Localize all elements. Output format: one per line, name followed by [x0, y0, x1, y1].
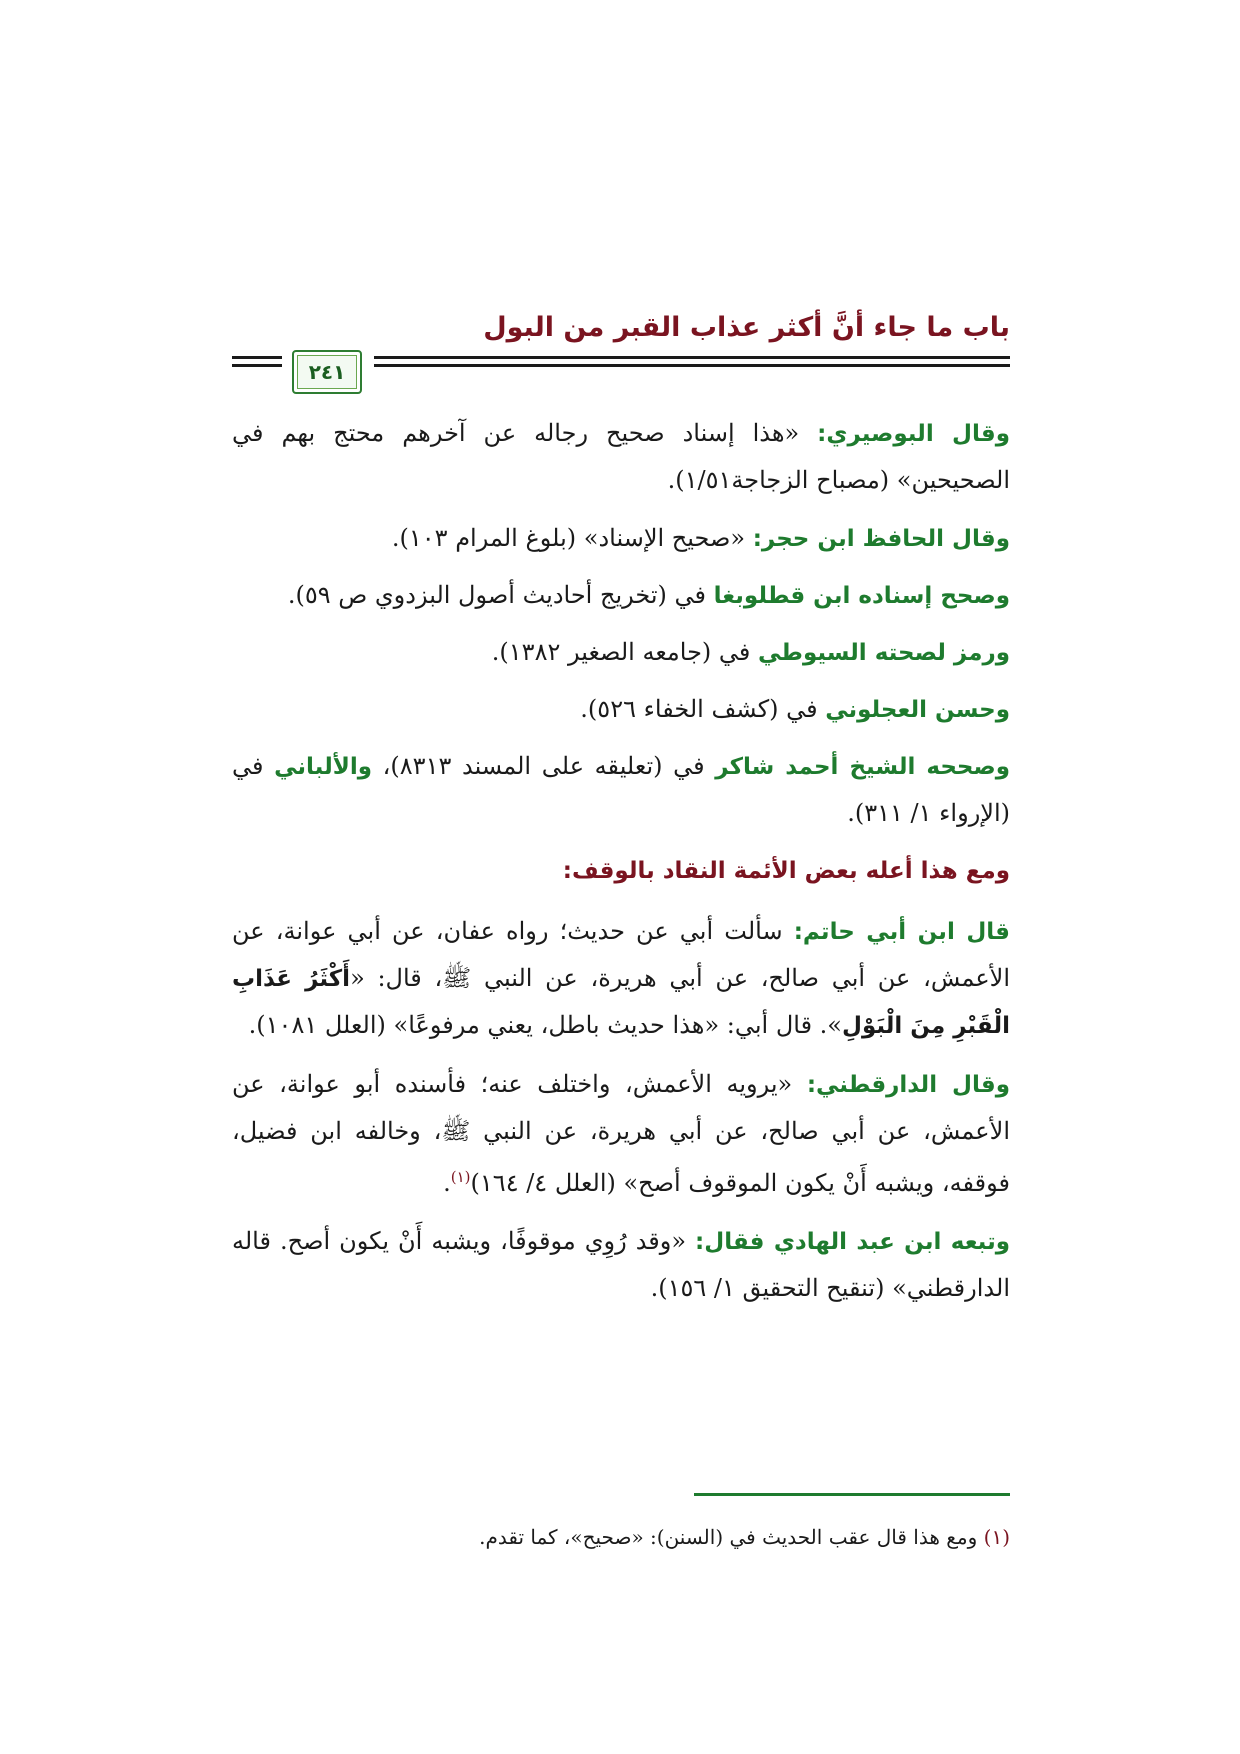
scholar-name: وقال الحافظ ابن حجر: — [752, 526, 1010, 552]
paragraph-ajluni — [232, 686, 1010, 733]
header-rule-right-2 — [374, 364, 1010, 367]
paragraph-text-end: . — [443, 1169, 451, 1197]
scholar-name: وصححه الشيخ أحمد شاكر — [715, 754, 1010, 780]
scholar-name: والألباني — [274, 754, 373, 780]
paragraph-text: «وقد رُوِي موقوفًا، ويشبه أَنْ يكون أصح. قاله الدارقطني» (تنقيح التحقيق ١/ ١٥٦). — [232, 1227, 1010, 1302]
scholar-name: وصحح إسناده ابن قطلوبغا — [713, 583, 1010, 609]
paragraph-text: «صحيح الإسناد» (بلوغ المرام ١٠٣). — [391, 524, 753, 552]
paragraph-text: في (كشف الخفاء ٥٢٦). — [580, 695, 826, 723]
paragraph-text: سألت أبي عن حديث؛ رواه عفان، عن أبي عوانة، عن الأعمش، عن أبي صالح، عن أبي هريرة، عن النبي ﷺ، قال: « — [232, 917, 1010, 992]
paragraph-busiri — [232, 410, 1010, 503]
paragraph-ibn-abd-alhadi — [232, 1218, 1010, 1311]
footnote-reference[interactable]: (١) — [450, 1168, 471, 1186]
footnote-number: (١) — [983, 1525, 1010, 1549]
main-text — [232, 410, 1010, 1323]
header-rule-right — [374, 356, 1010, 359]
paragraph-ibn-abi-hatim — [232, 908, 1010, 1049]
scholar-name: وقال البوصيري: — [817, 421, 1011, 447]
paragraph-suyuti — [232, 629, 1010, 676]
paragraph-text: ». قال أبي: «هذا حديث باطل، يعني مرفوعًا» (العلل ١٠٨١). — [248, 1011, 842, 1039]
paragraph-text: «هذا إسناد صحيح رجاله عن آخرهم محتج بهم في الصحيحين» (مصباح الزجاجة١/٥١). — [232, 419, 1010, 494]
paragraph-shakir-albani — [232, 743, 1010, 836]
scholar-name: وتبعه ابن عبد الهادي فقال: — [695, 1229, 1010, 1255]
scholar-name: وقال الدارقطني: — [806, 1072, 1010, 1098]
paragraph-ibn-hajar — [232, 515, 1010, 562]
page-number-frame — [292, 350, 362, 394]
hadith-text: أَكْثَرُ عَذَابِ الْقَبْرِ مِنَ الْبَوْلِ — [232, 966, 1010, 1039]
footnote-text: ومع هذا قال عقب الحديث في (السنن): «صحيح»، كما تقدم. — [479, 1525, 984, 1549]
header-rule-left — [232, 356, 282, 359]
section-subheading: ومع هذا أعله بعض الأئمة النقاد بالوقف: — [562, 858, 1010, 884]
scholar-name: قال ابن أبي حاتم: — [793, 919, 1010, 945]
footnote-separator — [694, 1493, 1010, 1496]
paragraph-text: في (تخريج أحاديث أصول البزدوي ص ٥٩). — [287, 581, 714, 609]
footnote — [232, 1520, 1010, 1554]
paragraph-text: في (جامعه الصغير ١٣٨٢). — [491, 638, 759, 666]
chapter-title: باب ما جاء أنَّ أكثر عذاب القبر من البول — [483, 312, 1010, 343]
scholar-name: وحسن العجلوني — [825, 697, 1010, 723]
page-header — [232, 312, 1010, 392]
paragraph-ibn-qutlubugha — [232, 572, 1010, 619]
paragraph-text: «يرويه الأعمش، واختلف عنه؛ فأسنده أبو عوانة، عن الأعمش، عن أبي صالح، عن أبي هريرة، عن النبي ﷺ، وخالفه ابن فضيل، فوقفه، ويشبه أَنْ يكون الموقوف أصح» (العلل ٤/ ١٦٤) — [232, 1070, 1010, 1197]
scholar-name: ورمز لصحته السيوطي — [758, 640, 1010, 666]
paragraph-text: في (الإرواء ١/ ٣١١). — [232, 752, 1010, 827]
page-number: ٢٤١ — [308, 360, 346, 384]
paragraph-daraqutni — [232, 1061, 1010, 1206]
header-rule-left-2 — [232, 364, 282, 367]
paragraph-text: في (تعليقه على المسند ٨٣١٣)، — [372, 752, 716, 780]
